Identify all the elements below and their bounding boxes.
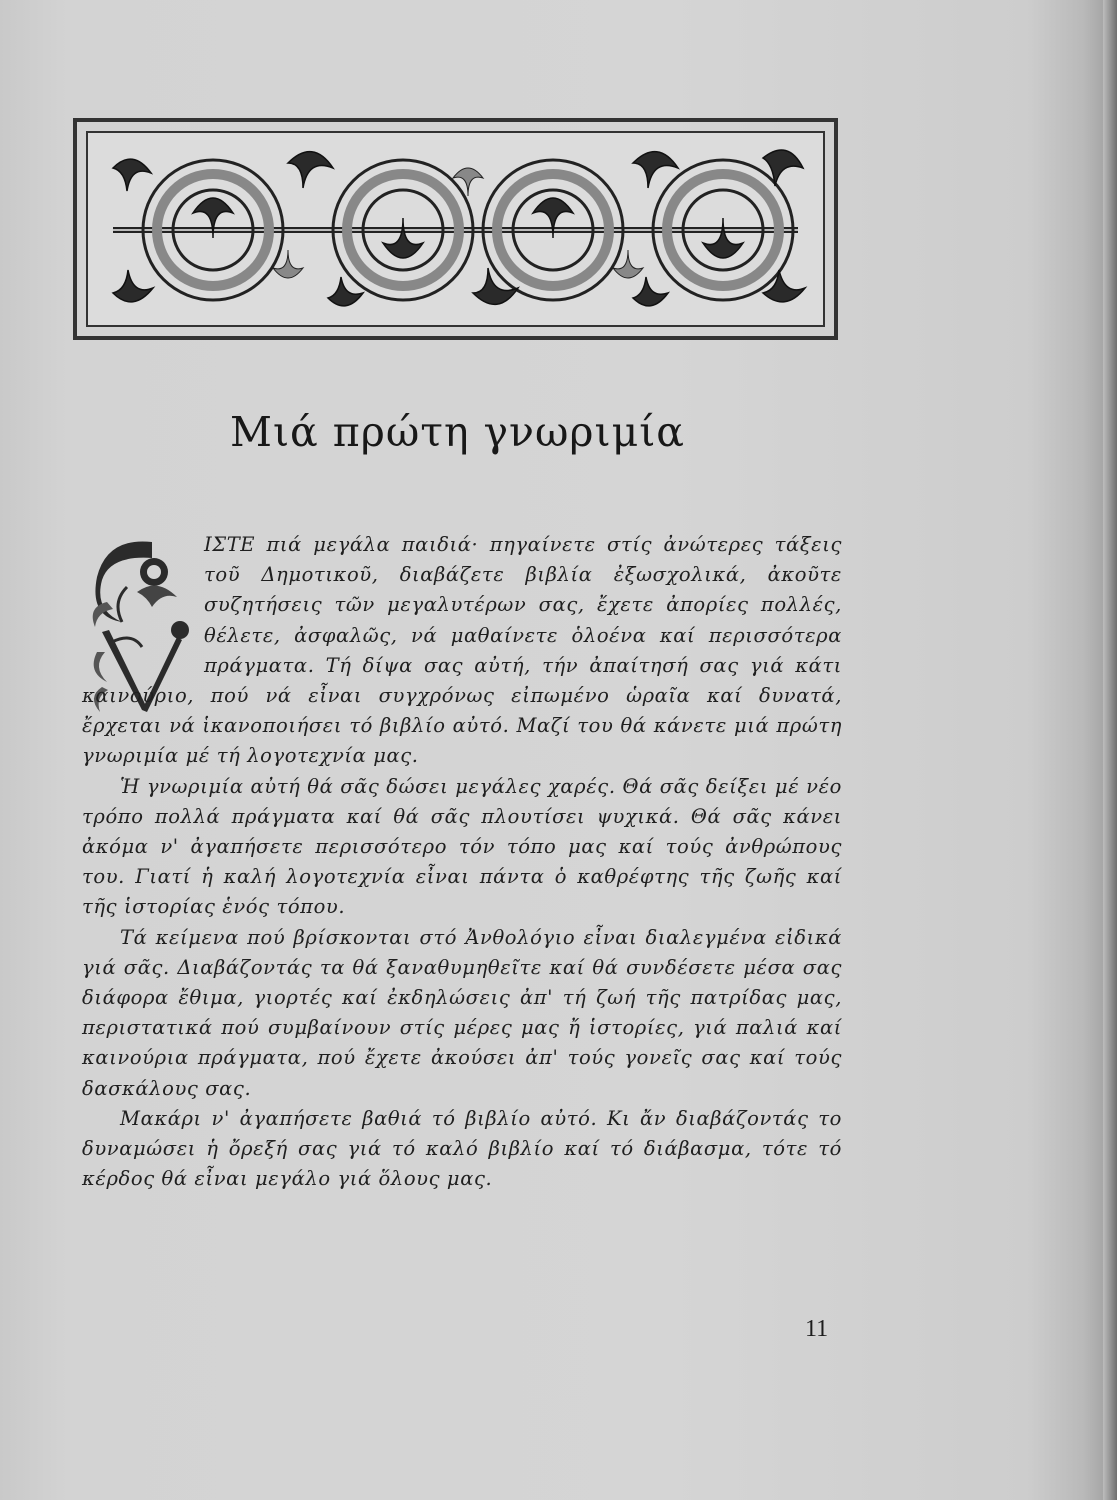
paragraph-3: Τά κείμενα πού βρίσκονται στό Ἀνθολόγιο εἶναι διαλεγμένα εἰδικά γιά σᾶς. Διαβάζοντάς τα θά ξαναθυμηθεῖτε καί θά συνδέσετε μέσα σας διάφορα ἔθιμα, γιορτές καί ἐκδηλώσεις ἀπ' τή ζωή τῆς πατρίδας μας, περιστατικά πού συμβαίνουν στίς μέρες μας ἤ ἱστορίες, γιά παλιά καί καινούρια πράγματα, πού ἔχετε ἀκούσει ἀπ' τούς γονεῖς σας καί τούς δασκάλους σας. [82, 925, 842, 1100]
page-title: Μιά πρώτη γνωριμία [230, 408, 685, 456]
page-edge [1103, 0, 1117, 1500]
paragraph-4: Μακάρι ν' ἀγαπήσετε βαθιά τό βιβλίο αὐτό. Κι ἄν διαβάζοντάς το δυναμώσει ἡ ὄρεξή σας γιά τό καλό βιβλίο καί τό διάβασμα, τότε τό κέρδος θά εἶναι μεγάλο γιά ὅλους μας. [82, 1106, 842, 1191]
body-text [82, 530, 842, 1194]
floral-scroll-ornament-icon [73, 118, 838, 340]
page-number: 11 [805, 1316, 829, 1342]
paragraph-2: Ἡ γνωριμία αὐτή θά σᾶς δώσει μεγάλες χαρές. Θά σᾶς δείξει μέ νέο τρόπο πολλά πράγματα καί θά σᾶς πλουτίσει ψυχικά. Θά σᾶς κάνει ἀκόμα ν' ἀγαπήσετε περισσότερο τόν τόπο μας καί τούς ἀνθρώπους του. Γιατί ἡ καλή λογοτεχνία εἶναι πάντα ὁ καθρέφτης τῆς ζωῆς καί τῆς ἱστορίας ἑνός τόπου. [82, 774, 842, 919]
paragraph-1: ΙΣΤΕ πιά μεγάλα παιδιά· πηγαίνετε στίς ἀνώτερες τάξεις τοῦ Δημοτικοῦ, διαβάζετε βιβλία ἐξωσχολικά, ἀκοῦτε συζητήσεις τῶν μεγαλυτέρων σας, ἔχετε ἀπορίες πολλές, θέλετε, ἀσφαλῶς, νά μαθαίνετε ὁλοένα καί περισσότερα πράγματα. Τή δίψα σας αὐτή, τήν ἀπαίτησή σας γιά κάτι καινούριο, πού νά εἶναι συγχρόνως εἰπωμένο ὡραῖα καί δυνατά, ἔρχεται νά ἱκανοποιήσει τό βιβλίο αὐτό. Μαζί του θά κάνετε μιά πρώτη γνωριμία μέ τή λογοτεχνία μας. [82, 533, 842, 768]
